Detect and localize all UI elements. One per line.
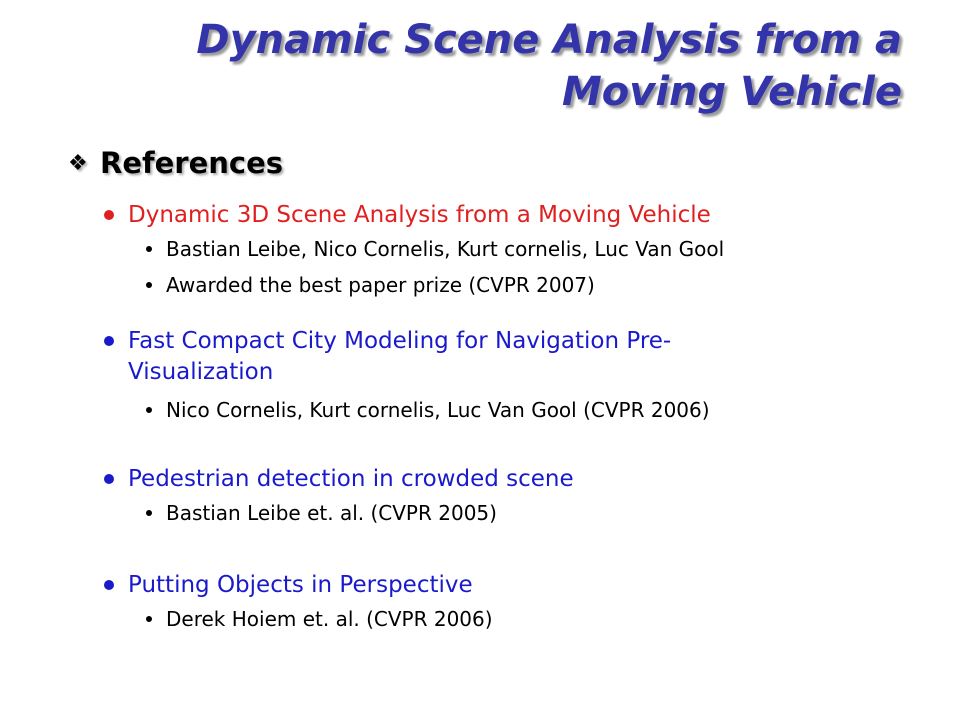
reference-item <box>104 464 818 531</box>
reference-title: Putting Objects in Perspective <box>128 572 473 598</box>
bullet-icon <box>146 510 152 516</box>
reference-heading <box>104 464 818 495</box>
section-heading <box>68 146 283 180</box>
reference-detail <box>146 267 818 303</box>
reference-item <box>104 570 818 637</box>
reference-detail <box>146 392 768 428</box>
bullet-dot-icon <box>104 336 114 346</box>
title-line-2: Moving Vehicle <box>561 69 902 115</box>
bullet-icon <box>146 282 152 288</box>
reference-detail-text: Bastian Leibe, Nico Cornelis, Kurt cornelis, Luc Van Gool <box>166 237 725 261</box>
diamond-bullet-icon: ❖ <box>68 150 88 176</box>
bullet-dot-icon <box>104 580 114 590</box>
reference-detail <box>146 231 818 267</box>
reference-title: Fast Compact City Modeling for Navigation Pre-Visualization <box>128 328 672 385</box>
reference-item <box>104 200 818 303</box>
title-line-1: Dynamic Scene Analysis from a <box>196 17 902 63</box>
reference-detail-text: Derek Hoiem et. al. (CVPR 2006) <box>166 607 493 631</box>
section-label: References <box>100 146 284 180</box>
bullet-icon <box>146 407 152 413</box>
reference-item <box>104 326 768 428</box>
reference-title: Dynamic 3D Scene Analysis from a Moving Vehicle <box>128 202 711 228</box>
slide-title <box>196 14 902 118</box>
reference-heading <box>104 570 818 601</box>
reference-detail-text: Nico Cornelis, Kurt cornelis, Luc Van Gool (CVPR 2006) <box>166 398 710 422</box>
reference-title: Pedestrian detection in crowded scene <box>128 466 574 492</box>
bullet-icon <box>146 246 152 252</box>
reference-detail-text: Awarded the best paper prize (CVPR 2007) <box>166 273 595 297</box>
bullet-dot-icon <box>104 210 114 220</box>
reference-detail <box>146 601 818 637</box>
reference-detail <box>146 495 818 531</box>
reference-heading <box>104 200 818 231</box>
reference-heading <box>104 326 768 388</box>
bullet-dot-icon <box>104 474 114 484</box>
reference-detail-text: Bastian Leibe et. al. (CVPR 2005) <box>166 501 497 525</box>
bullet-icon <box>146 616 152 622</box>
